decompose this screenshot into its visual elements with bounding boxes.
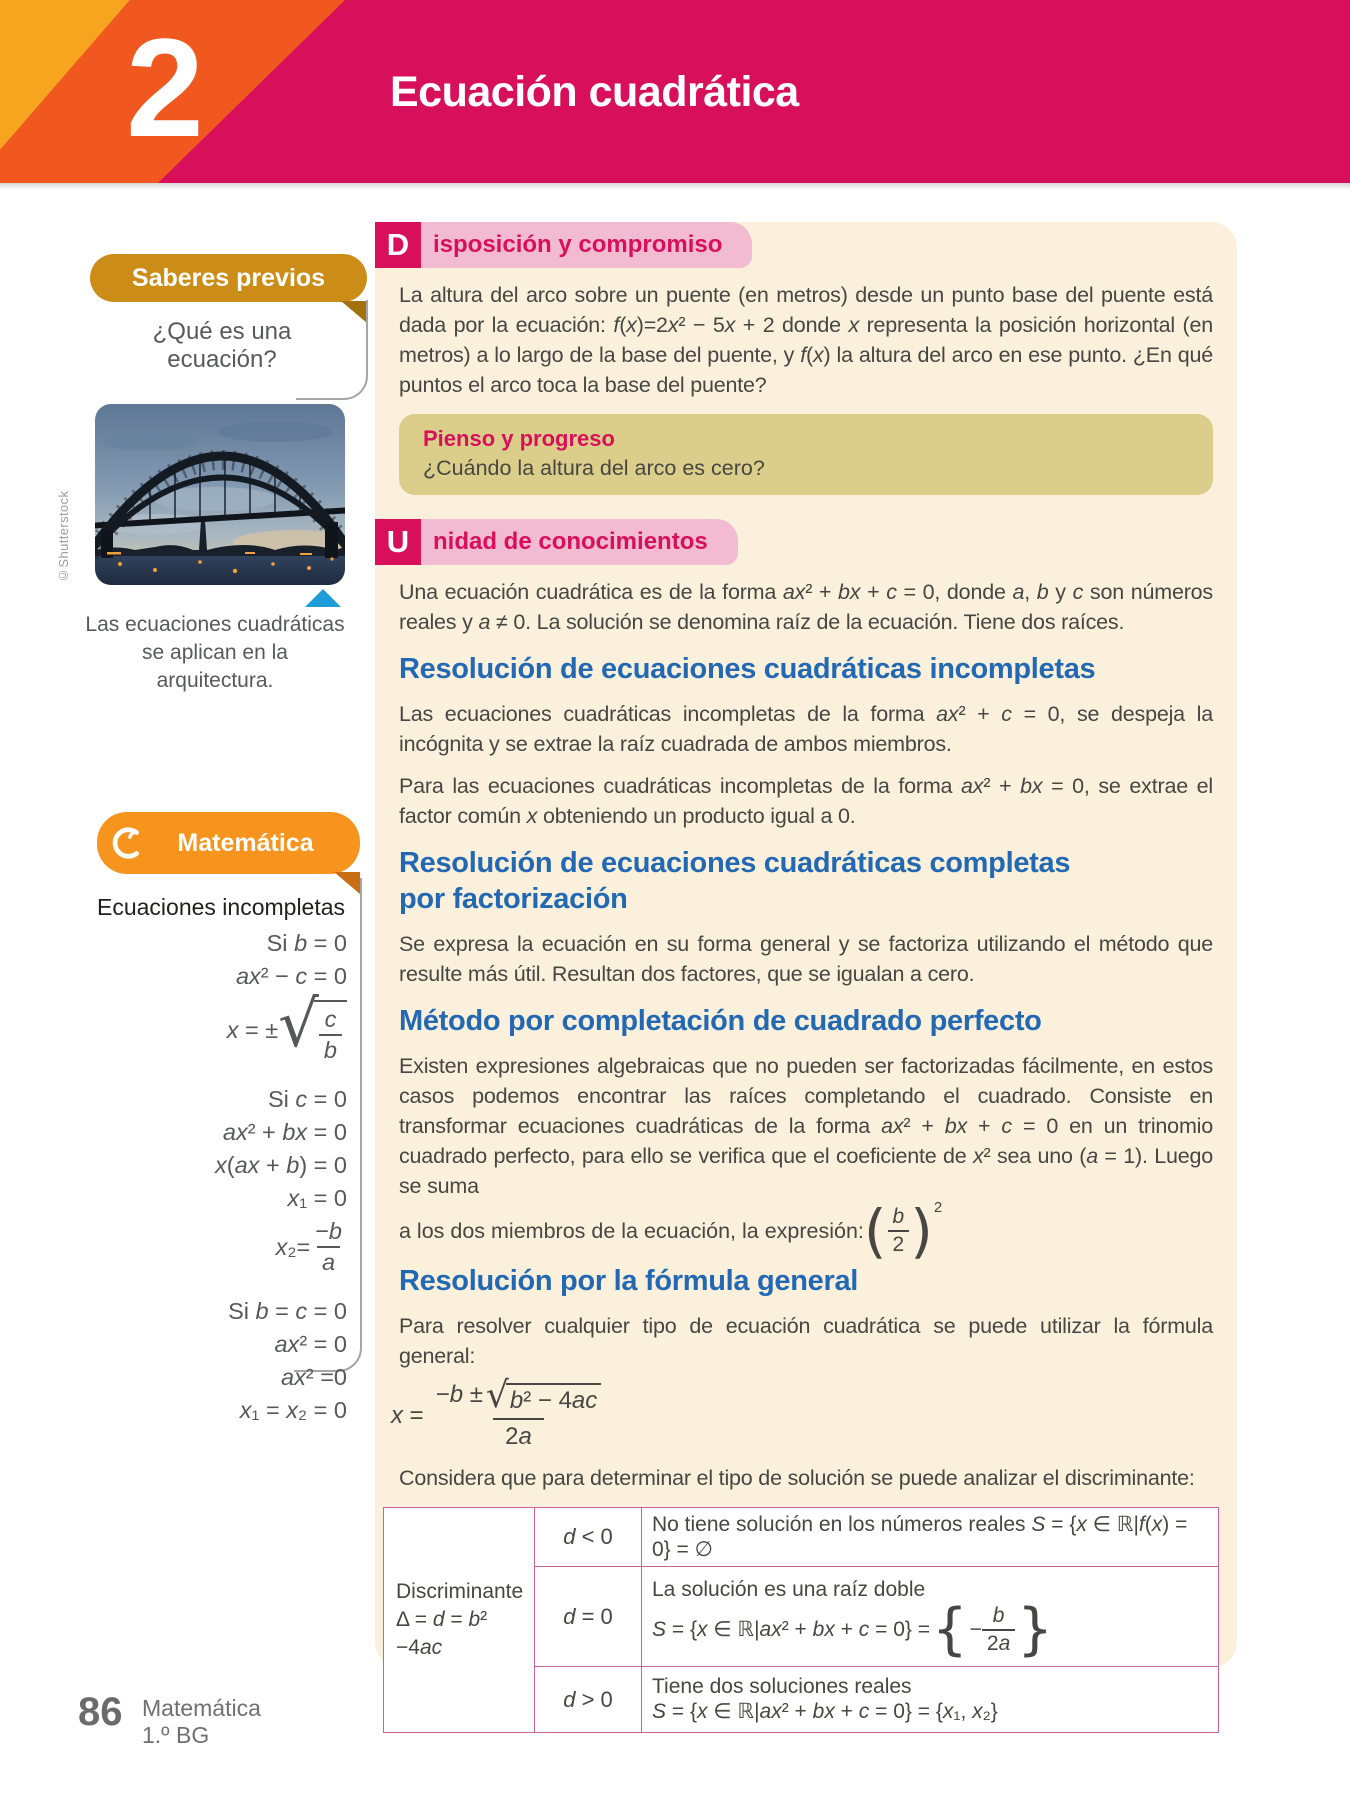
b-over-2a-fraction: $\frac{b}{2a}$ bbox=[982, 1604, 1015, 1656]
matematica-badge-label: Matemática bbox=[177, 828, 314, 857]
completacion-paragraph: Existen expresiones algebraicas que no pueden ser factorizadas fácilmente, en estos casos podemos encontrar las raíces completando el cuadrado. Consiste en transformar ecuaciones cuadráticas de la forma ax² + bx + c = 0 en un trinomio cuadrado perfecto, para ello se verifica que el coeficiente de x² sea uno (a = 1). Luego se suma bbox=[399, 1054, 1213, 1198]
formula-line: x(ax + b) = 0 bbox=[215, 1152, 347, 1178]
disposicion-section-badge bbox=[375, 222, 752, 268]
prior-knowledge-question: ¿Qué es una ecuación? bbox=[152, 318, 292, 373]
condition-cell: d < 0 bbox=[535, 1508, 642, 1567]
formula-line: ax² + bx = 0 bbox=[222, 1119, 347, 1145]
section-badge-letter: U bbox=[375, 519, 421, 565]
incompletas-paragraph-1: Las ecuaciones cuadráticas incompletas de la forma ax² + c = 0, se despeja la incógnita y se extrae la raíz cuadrada de ambos miembros. bbox=[399, 702, 1213, 756]
formula-line: ax² =0 bbox=[281, 1364, 347, 1390]
incompletas-paragraph-2: Para las ecuaciones cuadráticas incompletas de la forma ax² + bx = 0, se extrae el factor común x obteniendo un producto igual a 0. bbox=[399, 774, 1213, 828]
condition-cell: d > 0 bbox=[535, 1667, 642, 1733]
discriminant-label: Discriminante bbox=[396, 1580, 524, 1603]
formula-line: Si b = 0 bbox=[266, 930, 347, 956]
solution-description: La solución es una raíz doble bbox=[652, 1577, 926, 1601]
exponent: 2 bbox=[933, 1198, 943, 1216]
general-formula bbox=[391, 1375, 1213, 1451]
condition-cell: d = 0 bbox=[535, 1567, 642, 1667]
bridge-photo bbox=[95, 404, 345, 585]
pienso-progreso-question: ¿Cuándo la altura del arco es cero? bbox=[423, 456, 765, 480]
incompletas-heading: Ecuaciones incompletas bbox=[97, 894, 346, 920]
formula-line: Si b = c = 0 bbox=[228, 1298, 347, 1324]
footer-grade: 1.º BG bbox=[142, 1722, 210, 1748]
solution-description: Tiene dos soluciones reales bbox=[652, 1675, 912, 1698]
section-title-completacion: Método por completación de cuadrado perfecto bbox=[399, 1005, 1042, 1037]
section-title-factorizacion: Resolución de ecuaciones cuadráticas completas por factorización bbox=[399, 847, 1071, 915]
pienso-progreso-box bbox=[399, 414, 1213, 495]
sidebar-formula-list bbox=[95, 930, 347, 1430]
section-title-incompletas: Resolución de ecuaciones cuadráticas incompletas bbox=[399, 653, 1096, 685]
caption-pointer-triangle bbox=[305, 589, 341, 607]
formula-line: x₁ = x₂ = 0 bbox=[239, 1397, 347, 1423]
factorizacion-paragraph: Se expresa la ecuación en su forma general y se factoriza utilizando el método que resulte más útil. Resultan dos factores, que se igualan a cero. bbox=[399, 932, 1213, 986]
discriminant-formula: Δ = d = b² −4ac bbox=[396, 1608, 488, 1659]
footer-subject: Matemática bbox=[142, 1695, 261, 1721]
photo-caption: Las ecuaciones cuadráticas se aplican en la arquitectura. bbox=[85, 613, 345, 692]
formula-general-paragraph: Para resolver cualquier tipo de ecuación cuadrática se puede utilizar la fórmula general: bbox=[399, 1314, 1213, 1368]
footer-meta bbox=[142, 1695, 261, 1749]
radical: √ b² − 4ac bbox=[486, 1381, 601, 1415]
expression-lead-text: a los dos miembros de la ecuación, la expresión: bbox=[399, 1218, 864, 1243]
formula-lhs: x = bbox=[391, 1402, 424, 1429]
solution-cell bbox=[642, 1667, 1219, 1733]
formula-line: ax² − c = 0 bbox=[235, 963, 347, 989]
section-title-formula-general: Resolución por la fórmula general bbox=[399, 1265, 859, 1297]
conecta-c-icon bbox=[109, 824, 147, 862]
page-number: 86 bbox=[78, 1690, 123, 1734]
section-badge-letter: D bbox=[375, 222, 421, 268]
radical: √ $\frac{c}{b}$ bbox=[278, 996, 347, 1064]
bridge-photo-illustration bbox=[95, 404, 345, 585]
discriminante-paragraph: Considera que para determinar el tipo de solución se puede analizar el discriminante: bbox=[399, 1466, 1195, 1490]
section-badge-label: isposición y compromiso bbox=[421, 222, 752, 268]
formula-x2: x₂= $\frac{-b}{a}$ bbox=[275, 1218, 342, 1275]
section-badge-label: nidad de conocimientos bbox=[421, 519, 738, 565]
saberes-previos-label: Saberes previos bbox=[131, 263, 326, 292]
formula-line: x₁ = 0 bbox=[287, 1185, 347, 1211]
solution-cell bbox=[642, 1567, 1219, 1667]
minus-sign: − bbox=[969, 1617, 982, 1641]
saberes-previos-badge bbox=[90, 254, 367, 302]
completacion-expression-line: a los dos miembros de la ecuación, la expresión: ( $\frac{b}{2}$ ) 2 bbox=[399, 1197, 943, 1265]
formula-fraction: −b ± √ b² − 4ac 2a bbox=[432, 1381, 606, 1451]
matematica-badge bbox=[97, 812, 360, 874]
main-content-panel bbox=[375, 222, 1237, 1723]
formula-root: x = ± √ $\frac{c}{b}$ bbox=[95, 996, 347, 1064]
unidad-intro-paragraph: Una ecuación cuadrática es de la forma ax² + bx + c = 0, donde a, b y c son números reales y a ≠ 0. La solución se denomina raíz de la ecuación. Tiene dos raíces. bbox=[399, 580, 1213, 634]
solution-cell: No tiene solución en los números reales S = {x ∈ ℝ|f(x) = 0} = ∅ bbox=[642, 1508, 1219, 1567]
formula-line: Si c = 0 bbox=[267, 1086, 347, 1112]
solution-set-line: S = {x ∈ ℝ|ax² + bx + c = 0} = { − $\frac{b}{2a}$ } bbox=[652, 1596, 1053, 1662]
discriminant-header-cell bbox=[384, 1508, 535, 1733]
unidad-section-badge bbox=[375, 519, 738, 565]
unit-number: 2 bbox=[126, 9, 204, 166]
disposicion-intro-paragraph: La altura del arco sobre un puente (en metros) desde un punto base del puente está dada por la ecuación: f(x)=2x² − 5x + 2 donde x representa la posición horizontal (en metros) a lo largo de la base del puente, y f(x) la altura del arco en ese punto. ¿En qué puntos el arco toca la base del puente? bbox=[399, 283, 1214, 397]
photo-credit: ©Shutterstock bbox=[56, 490, 71, 583]
solution-set-line: S = {x ∈ ℝ|ax² + bx + c = 0} = {x₁, x₂} bbox=[652, 1700, 998, 1723]
formula-line: ax² = 0 bbox=[274, 1331, 347, 1357]
discriminant-table bbox=[383, 1507, 1219, 1733]
b-over-2-fraction: $\frac{b}{2}$ bbox=[888, 1205, 910, 1257]
unit-header-banner bbox=[0, 0, 1350, 183]
pienso-progreso-title: Pienso y progreso bbox=[423, 426, 615, 451]
page-title: Ecuación cuadrática bbox=[390, 68, 799, 116]
